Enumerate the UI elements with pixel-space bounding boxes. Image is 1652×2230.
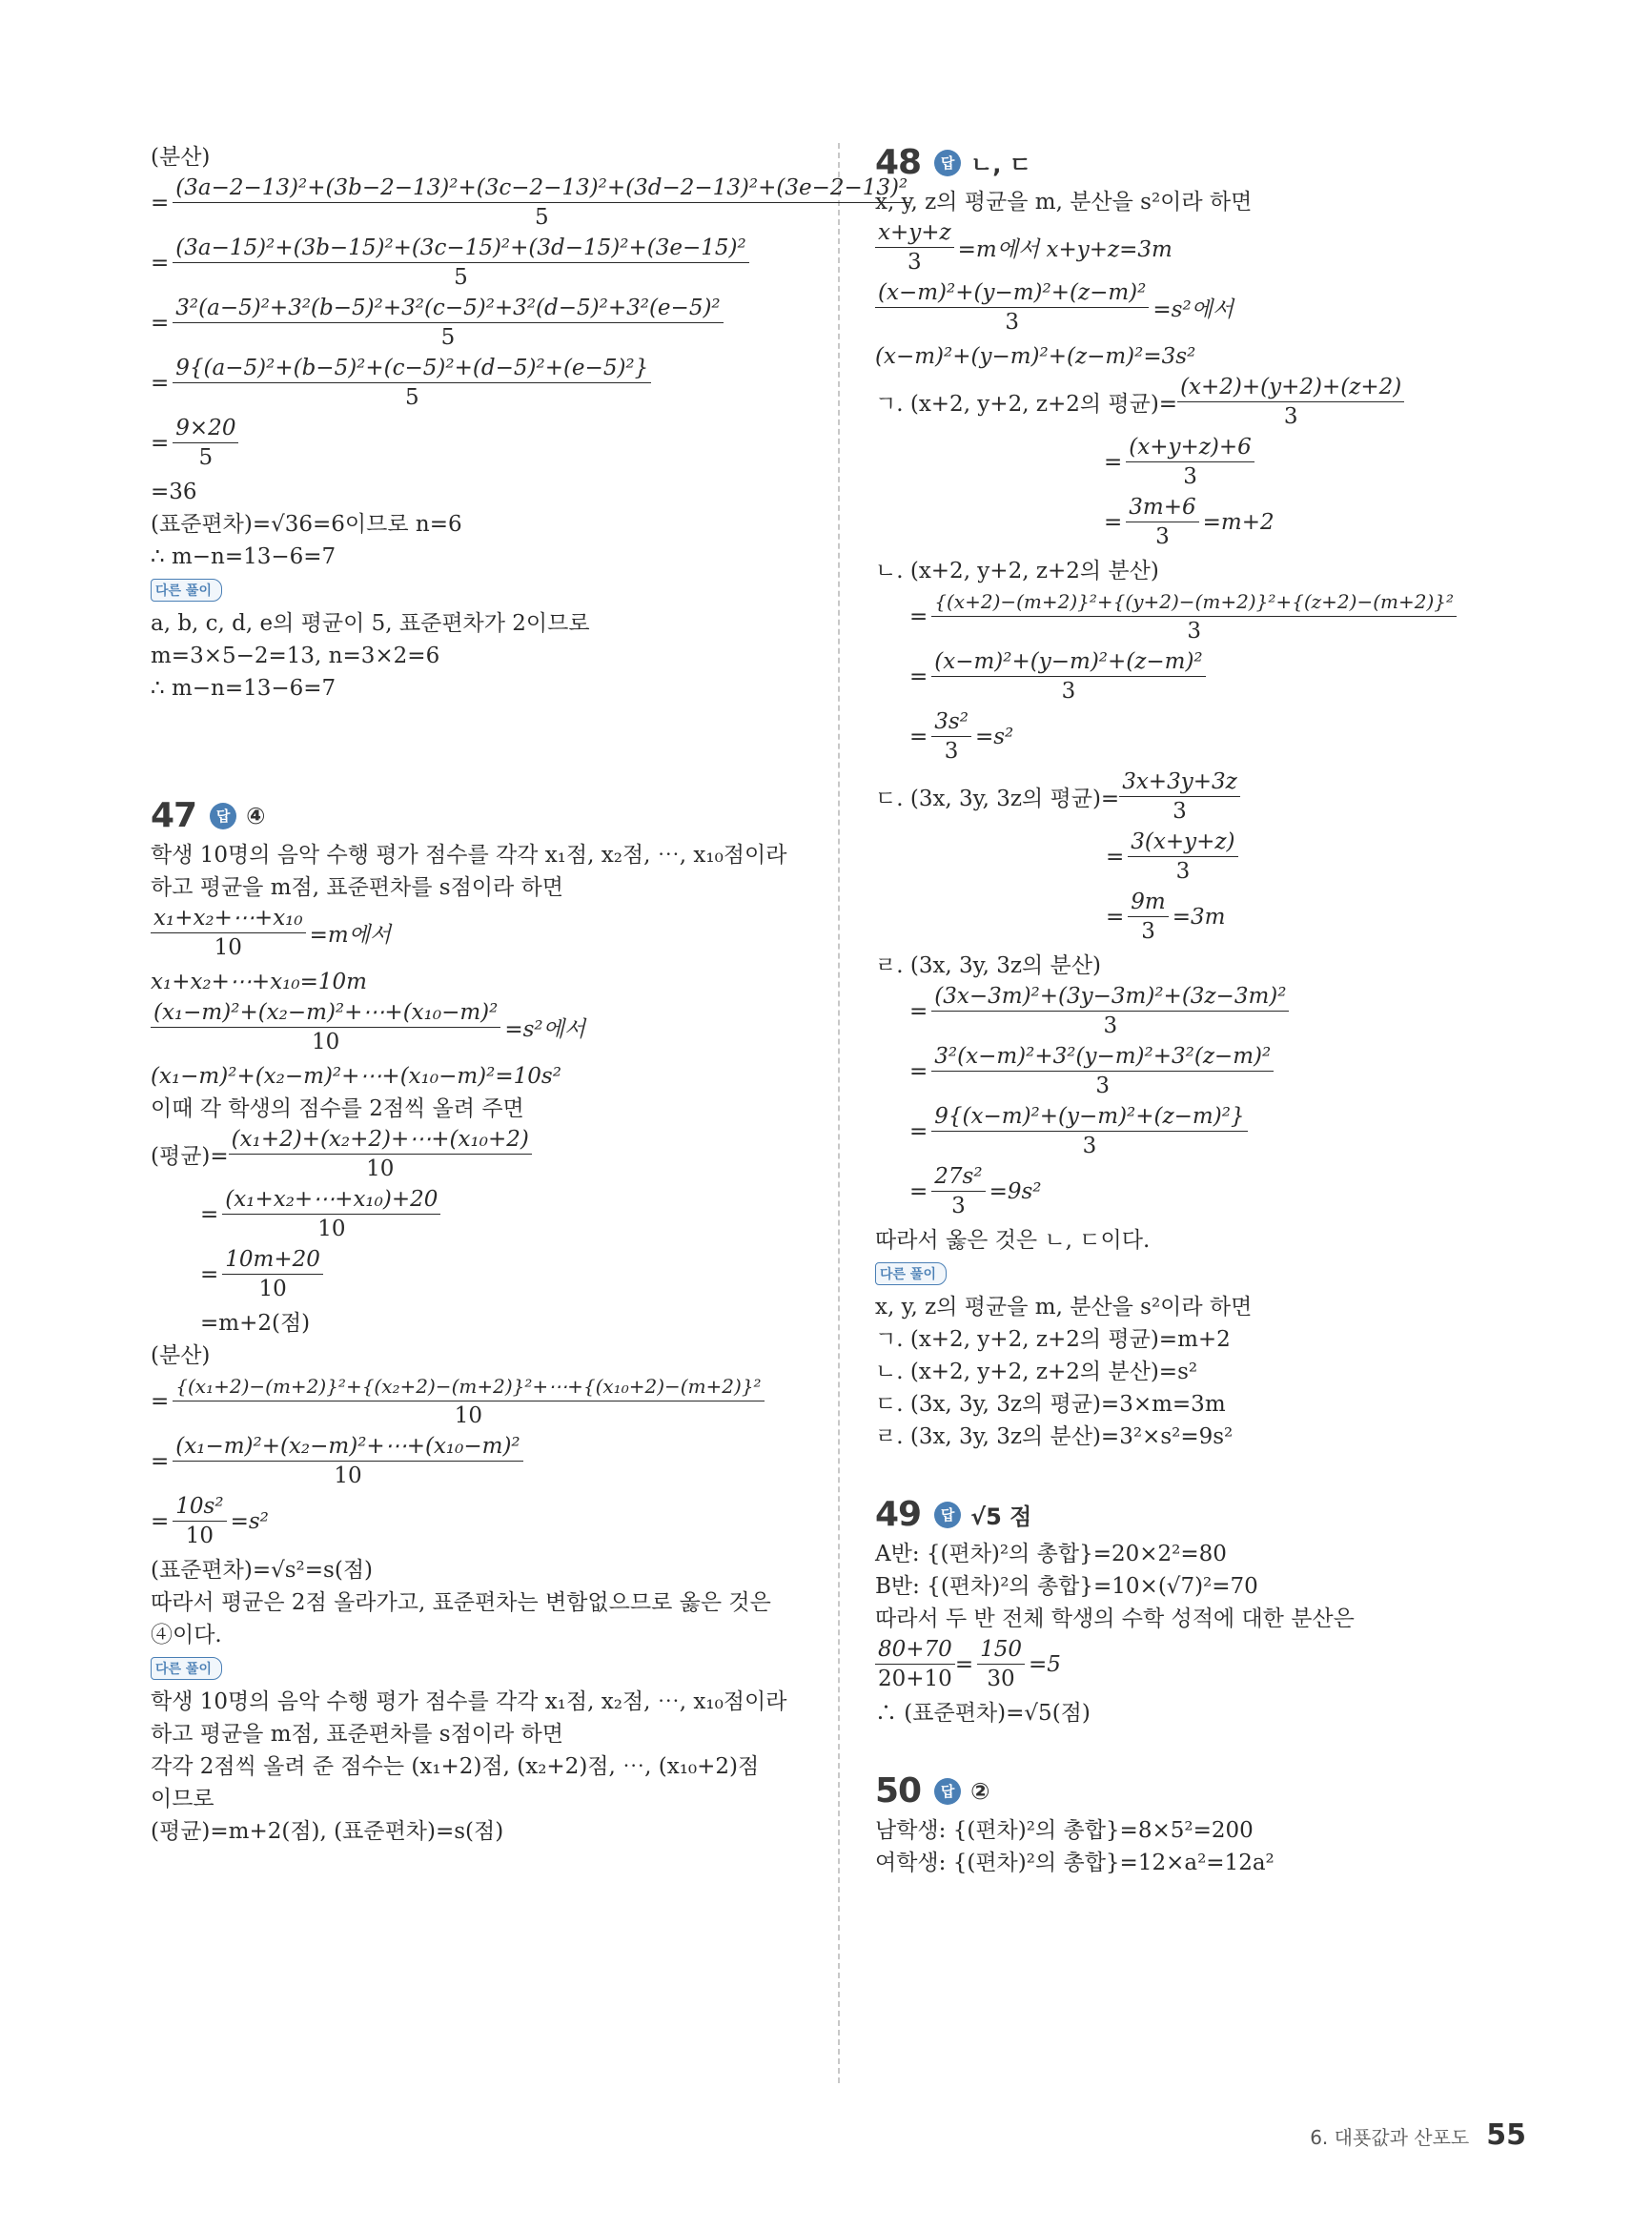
text-line: A반: {(편차)²의 총합}=20×2²=80 xyxy=(875,1542,1227,1566)
therefore-line: ∴ m−n=13−6=7 xyxy=(151,544,337,569)
chapter-title: 6. 대푯값과 산포도 xyxy=(1310,2126,1470,2149)
question-number: 49 xyxy=(875,1495,922,1534)
alt-line: 하고 평균을 m점, 표준편차를 s점이라 하면 xyxy=(151,1722,563,1747)
answer-value: ② xyxy=(970,1777,990,1805)
text-line: x, y, z의 평균을 m, 분산을 s²이라 하면 xyxy=(875,190,1253,215)
formula: (평균)= $\frac{\text{(x₁+2)+(x₂+2)+⋯+(x₁₀+2)}}{10}$ xyxy=(151,1127,801,1181)
formula: = $\frac{\text{(3a−2−13)²+(3b−2−13)²+(3c−2−13)²+(3d−2−13)²+(3e−2−13)²}}{5}$ xyxy=(151,175,801,230)
formula: = $\frac{\text{(3a−15)²+(3b−15)²+(3c−15)²+(3d−15)²+(3e−15)²}}{5}$ xyxy=(151,235,801,290)
answer-badge-icon: 답 xyxy=(210,803,236,829)
formula: = $\frac{\text{(x₁−m)²+(x₂−m)²+⋯+(x₁₀−m)²}}{10}$ xyxy=(151,1434,801,1488)
text-line: (x₁−m)²+(x₂−m)²+⋯+(x₁₀−m)²=10s² xyxy=(151,1064,561,1089)
formula: = $\frac{\text{(3x−3m)²+(3y−3m)²+(3z−3m)²}}{3}$ xyxy=(875,984,1523,1038)
variance-label: (분산) xyxy=(151,145,211,170)
text-line: ㄴ. (x+2, y+2, z+2의 분산) xyxy=(875,559,1159,583)
formula: = $\frac{\text{(x₁+x₂+⋯+x₁₀)+20}}{10}$ xyxy=(151,1187,801,1241)
formula: = $\frac{\text{3²(x−m)²+3²(y−m)²+3²(z−m)²}}{3}$ xyxy=(875,1044,1523,1098)
alt-solution-tag: 다른 풀이 xyxy=(151,1657,222,1680)
text-line: 여학생: {(편차)²의 총합}=12×a²=12a² xyxy=(875,1851,1275,1875)
answer-value: ㄴ, ㄷ xyxy=(970,152,1031,178)
answer-value: ④ xyxy=(246,802,266,829)
formula: = $\frac{3m+6}{3}$ =m+2 xyxy=(1104,495,1275,549)
alt-line: m=3×5−2=13, n=3×2=6 xyxy=(151,644,440,668)
formula: = $\frac{\text{3s²}}{3}$ =s² xyxy=(909,709,1014,764)
column-divider xyxy=(838,143,840,2083)
conclusion-line: 따라서 옳은 것은 ㄴ, ㄷ이다. xyxy=(875,1228,1151,1253)
text-line: ㄹ. (3x, 3y, 3z의 분산) xyxy=(875,953,1101,978)
formula: ㄷ. (3x, 3y, 3z의 평균)= $\frac{3x+3y+3z}{3}$ xyxy=(875,769,1523,824)
alt-solution-tag: 다른 풀이 xyxy=(151,579,222,602)
alt-line: a, b, c, d, e의 평균이 5, 표준편차가 2이므로 xyxy=(151,611,590,636)
alt-line: ㄷ. (3x, 3y, 3z의 평균)=3×m=3m xyxy=(875,1392,1226,1417)
formula: = $\frac{10m+20}{10}$ xyxy=(151,1247,801,1301)
alt-solution-tag: 다른 풀이 xyxy=(875,1262,947,1285)
alt-line: 이므로 xyxy=(151,1787,214,1811)
page-number: 55 xyxy=(1486,2118,1526,2152)
alt-line: 학생 10명의 음악 수행 평가 점수를 각각 x₁점, x₂점, ⋯, x₁₀점이라 xyxy=(151,1689,787,1714)
result-line: =36 xyxy=(151,480,197,504)
alt-line: 각각 2점씩 올려 준 점수는 (x₁+2)점, (x₂+2)점, ⋯, (x₁₀+2)점 xyxy=(151,1754,760,1779)
formula: $\frac{x+y+z}{3}$ =m에서 x+y+z=3m xyxy=(875,220,1523,275)
answer-badge-icon: 답 xyxy=(934,1778,961,1805)
answer-badge-icon: 답 xyxy=(934,150,961,176)
formula: = $\frac{\text{\{(x+2)−(m+2)\}²+\{(y+2)−(m+2)\}²+\{(z+2)−(m+2)\}²}}{3}$ xyxy=(875,589,1523,644)
question-50-header xyxy=(875,1771,1523,1811)
formula: = $\frac{\text{\{(x₁+2)−(m+2)\}²+\{(x₂+2)−(m+2)\}²+⋯+\{(x₁₀+2)−(m+2)\}²}}{10}$ xyxy=(151,1374,801,1428)
formula: = $\frac{\text{9\{(a−5)²+(b−5)²+(c−5)²+(d−5)²+(e−5)²\}}}{5}$ xyxy=(151,356,801,410)
text-line: 하고 평균을 m점, 표준편차를 s점이라 하면 xyxy=(151,875,563,900)
formula: $\frac{\text{x₁+x₂+⋯+x₁₀}}{10}$ =m에서 xyxy=(151,906,801,960)
alt-line: ∴ m−n=13−6=7 xyxy=(151,676,337,701)
formula: = $\frac{\text{27s²}}{3}$ =9s² xyxy=(909,1164,1042,1218)
answer-value: √5 점 xyxy=(970,1504,1032,1530)
alt-line: ㄹ. (3x, 3y, 3z의 분산)=3²×s²=9s² xyxy=(875,1424,1234,1449)
formula: ㄱ. (x+2, y+2, z+2의 평균)= $\frac{(x+2)+(y+2)+(z+2)}{3}$ xyxy=(875,375,1523,429)
question-49-header xyxy=(875,1495,1523,1534)
formula: = $\frac{\text{10s²}}{10}$ =s² xyxy=(151,1494,269,1548)
alt-line: ㄱ. (x+2, y+2, z+2의 평균)=m+2 xyxy=(875,1327,1231,1352)
text-line: (표준편차)=√s²=s(점) xyxy=(151,1558,374,1583)
text-line: =m+2(점) xyxy=(200,1311,311,1336)
formula: = $\frac{\text{3²(a−5)²+3²(b−5)²+3²(c−5)²+3²(d−5)²+3²(e−5)²}}{5}$ xyxy=(151,296,801,350)
formula: = $\frac{3(x+y+z)}{3}$ xyxy=(875,829,1523,884)
page-footer xyxy=(1310,2118,1526,2152)
alt-line: x, y, z의 평균을 m, 분산을 s²이라 하면 xyxy=(875,1295,1253,1320)
text-line: B반: {(편차)²의 총합}=10×(√7)²=70 xyxy=(875,1574,1258,1599)
question-number: 47 xyxy=(151,796,197,835)
text-line: 남학생: {(편차)²의 총합}=8×5²=200 xyxy=(875,1818,1254,1843)
formula: = $\frac{(x+y+z)+6}{3}$ xyxy=(875,435,1523,489)
text-line: 따라서 평균은 2점 올라가고, 표준편차는 변함없으므로 옳은 것은 xyxy=(151,1590,771,1615)
formula: = $\frac{9\times 20}{5}$ xyxy=(151,416,801,470)
stddev-line: (표준편차)=√36=6이므로 n=6 xyxy=(151,512,462,537)
text-line: 따라서 두 반 전체 학생의 수학 성적에 대한 분산은 xyxy=(875,1606,1355,1631)
answer-badge-icon: 답 xyxy=(934,1502,961,1528)
formula: $\frac{80+70}{20+10}$ = $\frac{150}{30}$ =5 xyxy=(875,1637,1523,1691)
question-48-header xyxy=(875,143,1523,182)
formula: = $\frac{\text{(x−m)²+(y−m)²+(z−m)²}}{3}$ xyxy=(875,649,1523,704)
text-line: x₁+x₂+⋯+x₁₀=10m xyxy=(151,970,367,994)
question-47-header xyxy=(151,796,801,835)
right-column xyxy=(875,143,1523,1879)
variance-label: (분산) xyxy=(151,1343,211,1368)
formula: $\frac{\text{(x−m)²+(y−m)²+(z−m)²}}{3}$ =s²에서 xyxy=(875,280,1523,335)
alt-line: ㄴ. (x+2, y+2, z+2의 분산)=s² xyxy=(875,1360,1198,1384)
alt-line: (평균)=m+2(점), (표준편차)=s(점) xyxy=(151,1819,504,1844)
formula: $\frac{\text{(x₁−m)²+(x₂−m)²+⋯+(x₁₀−m)²}}{10}$ =s²에서 xyxy=(151,1000,801,1054)
text-line: (x−m)²+(y−m)²+(z−m)²=3s² xyxy=(875,344,1196,369)
formula: = $\frac{\text{9\{(x−m)²+(y−m)²+(z−m)²\}}}{3}$ xyxy=(875,1104,1523,1158)
question-number: 48 xyxy=(875,143,922,182)
text-line: 학생 10명의 음악 수행 평가 점수를 각각 x₁점, x₂점, ⋯, x₁₀점이라 xyxy=(151,843,787,868)
question-number: 50 xyxy=(875,1771,922,1811)
text-line: 이때 각 학생의 점수를 2점씩 올려 주면 xyxy=(151,1096,524,1121)
text-line: ④이다. xyxy=(151,1623,222,1647)
formula: = $\frac{9m}{3}$ =3m xyxy=(1106,890,1226,944)
text-line: ∴ (표준편차)=√5(점) xyxy=(875,1701,1091,1726)
